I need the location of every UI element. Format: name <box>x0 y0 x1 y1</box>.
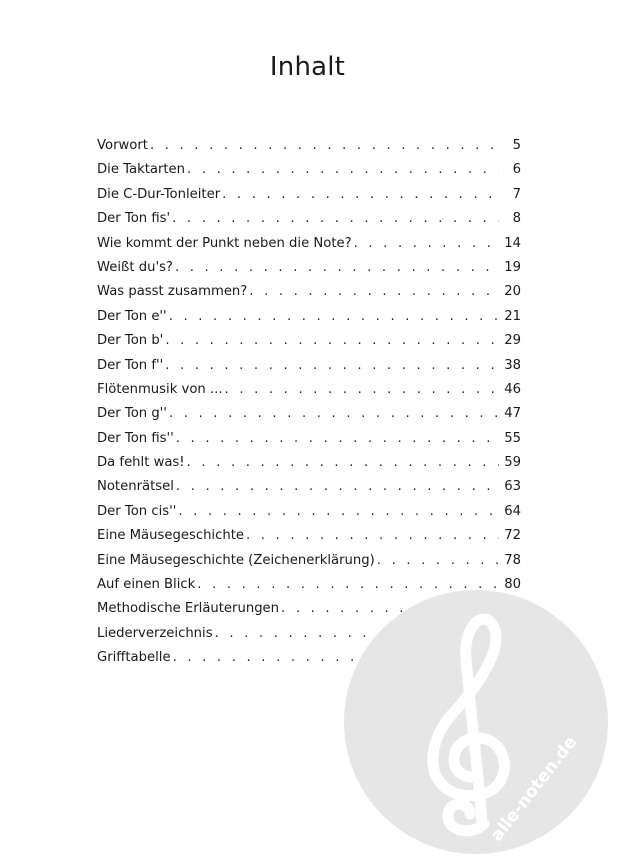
toc-entry-title: Der Ton f'' <box>97 357 164 373</box>
toc-entry-title: Die C-Dur-Tonleiter <box>97 186 221 202</box>
toc-dot-leader <box>173 260 499 275</box>
toc-entry-page: 14 <box>504 235 521 251</box>
toc-entry-page: 7 <box>512 186 521 202</box>
toc-entry <box>97 284 521 308</box>
toc-entry <box>97 138 521 162</box>
toc-entry-title: Notenrätsel <box>97 479 174 495</box>
toc-entry-title: Der Ton fis'' <box>97 430 174 446</box>
toc-entry-page: 59 <box>504 455 521 471</box>
toc-entry-title: Der Ton b' <box>97 333 164 349</box>
page-title: Inhalt <box>269 52 346 82</box>
toc-dot-leader <box>163 333 499 348</box>
toc-dot-leader <box>185 162 499 177</box>
toc-entry <box>97 236 521 260</box>
toc-entry-page: 72 <box>504 528 521 544</box>
toc-entry-title: Die Taktarten <box>97 162 186 178</box>
toc-entry-page: 55 <box>504 430 521 446</box>
toc-entry-page: 47 <box>504 406 521 422</box>
toc-entry-page: 64 <box>504 503 521 519</box>
toc-entry-title: Der Ton g'' <box>97 406 167 422</box>
toc-entry-page: 6 <box>512 162 521 178</box>
toc-entry-page: 20 <box>504 284 521 300</box>
toc-entry-title: Methodische Erläuterungen <box>97 601 280 617</box>
toc-entry <box>97 260 521 284</box>
toc-dot-leader <box>375 553 499 568</box>
toc-entry <box>97 309 521 333</box>
toc-entry <box>97 406 521 430</box>
toc-dot-leader <box>174 479 499 494</box>
toc-entry-page: 63 <box>504 479 521 495</box>
toc-entry-page: 29 <box>504 333 521 349</box>
toc-dot-leader <box>170 211 499 226</box>
toc-entry <box>97 455 521 479</box>
toc-entry-title: Weißt du's? <box>97 259 173 275</box>
toc-entry <box>97 358 521 382</box>
toc-entry-title: Liederverzeichnis <box>97 625 213 641</box>
toc-entry <box>97 504 521 528</box>
toc-dot-leader <box>247 284 499 299</box>
toc-entry <box>97 382 521 406</box>
toc-entry <box>97 528 521 552</box>
toc-entry-page: 19 <box>504 259 521 275</box>
toc-entry-page: 78 <box>504 552 521 568</box>
toc-entry <box>97 553 521 577</box>
toc-entry <box>97 333 521 357</box>
toc-entry-title: Der Ton fis' <box>97 211 171 227</box>
treble-clef-watermark-icon <box>342 588 610 856</box>
toc-entry-page: 21 <box>504 308 521 324</box>
toc-entry-title: Vorwort <box>97 138 148 153</box>
toc-dot-leader <box>176 504 499 519</box>
toc-dot-leader <box>148 138 499 153</box>
toc-entry-title: Eine Mäusegeschichte (Zeichenerklärung) <box>97 552 375 568</box>
toc-dot-leader <box>352 236 499 251</box>
toc-entry-title: Wie kommt der Punkt neben die Note? <box>97 235 352 251</box>
toc-dot-leader <box>167 406 499 421</box>
toc-entry <box>97 431 521 455</box>
toc-entry-page: 5 <box>512 138 521 153</box>
toc-entry-page: 46 <box>504 381 521 397</box>
toc-dot-leader <box>223 382 499 397</box>
toc-dot-leader <box>220 187 499 202</box>
toc-entry-title: Da fehlt was! <box>97 455 185 471</box>
toc-entry-title: Der Ton e'' <box>97 308 167 324</box>
toc-entry-page: 80 <box>504 577 521 593</box>
toc-entry <box>97 162 521 186</box>
toc-entry <box>97 187 521 211</box>
watermark-text: alle-noten.de <box>486 732 582 846</box>
toc-dot-leader <box>167 309 499 324</box>
toc-entry-title: Der Ton cis'' <box>97 503 177 519</box>
toc-entry-title: Auf einen Blick <box>97 577 196 593</box>
toc-dot-leader <box>163 358 499 373</box>
toc-entry-title: Eine Mäusegeschichte <box>97 528 244 544</box>
toc-entry-title: Grifftabelle <box>97 650 171 666</box>
toc-entry-page: 38 <box>504 357 521 373</box>
toc-dot-leader <box>244 528 499 543</box>
toc-dot-leader <box>185 455 499 470</box>
toc-entry-page: 8 <box>512 211 521 227</box>
toc-dot-leader <box>174 431 499 446</box>
toc-entry-title: Flötenmusik von ... <box>97 381 223 397</box>
toc-entry-title: Was passt zusammen? <box>97 284 248 300</box>
toc-entry <box>97 479 521 503</box>
toc-entry <box>97 211 521 235</box>
